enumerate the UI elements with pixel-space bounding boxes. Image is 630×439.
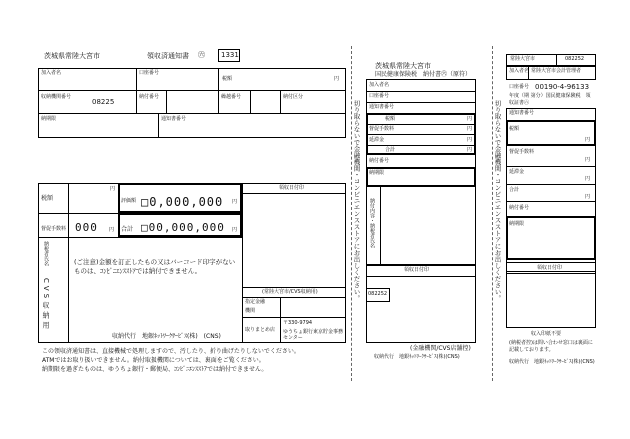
- middle-amount-3: 合計: [385, 147, 396, 153]
- middle-stamp-label: 領収日付印: [404, 267, 430, 273]
- right-member: 加入者名: [509, 68, 530, 74]
- middle-deadline: 納期限: [369, 170, 385, 176]
- left-city: 茨城県常陸大宮市: [44, 52, 100, 60]
- ward-number-label: 口座番号: [139, 70, 160, 76]
- lower-yen-3: 円: [109, 227, 115, 233]
- left-top-box: [38, 68, 346, 138]
- designated-sub: 機関: [245, 308, 256, 314]
- middle-row-0: 加入者名: [369, 82, 390, 88]
- total-label: 合計: [121, 226, 134, 233]
- middle-amount-3-unit: 円: [467, 147, 473, 153]
- right-code: 082252: [565, 56, 585, 62]
- right-row-3: 合計: [509, 187, 520, 193]
- right-row-1-unit: 円: [585, 157, 591, 163]
- delay-label: 督促手数料: [41, 226, 67, 232]
- tax-value: □0,000,000: [141, 195, 224, 209]
- deadline-label: 納期限: [41, 116, 57, 122]
- right-row-3-unit: 円: [585, 194, 591, 200]
- right-row-0: 税額: [509, 126, 520, 132]
- middle-city: 茨城県常陸大宮市: [375, 62, 431, 70]
- lower-yen-1: 円: [110, 186, 116, 192]
- middle-bank: (金融機関/CVS店舗控): [410, 345, 471, 352]
- left-code: 1331: [221, 51, 239, 59]
- right-row-2: 延滞金: [509, 169, 525, 175]
- tax-note: 評価額: [121, 198, 137, 204]
- member-name-label: 加入者名: [41, 70, 62, 76]
- left-stamp-label: 領収日付印: [279, 185, 305, 191]
- yearly-label: 繰越番号: [221, 94, 242, 100]
- designated-label: 指定金融: [245, 299, 266, 305]
- separator-1: [351, 46, 352, 381]
- bank-name: ゆうちょ銀行東京貯金事務センター: [283, 329, 344, 341]
- tax-yen: 円: [334, 76, 340, 82]
- tax-year-label: 納付番号: [139, 94, 160, 100]
- middle-amount-1-unit: 円: [467, 126, 473, 132]
- notice-number-label: 通知書番号: [161, 116, 187, 122]
- right-notice-number: 通知書番号: [509, 110, 535, 116]
- middle-code: 082252: [368, 291, 388, 297]
- account-label: 〒330-9794: [283, 320, 313, 326]
- middle-row-2: 通知書番号: [369, 104, 395, 110]
- delay-value: 000: [75, 221, 98, 234]
- right-receipt-note: (納税者控)は問い合わせ窓口は裏面に記載しております。: [509, 340, 593, 353]
- right-stamp-label: 領収日付印: [537, 265, 563, 271]
- right-stamp-box: [506, 262, 596, 328]
- right-cut-text: 切り取らないで金融機関・コンビニエンスストアにお出しください。: [493, 100, 502, 302]
- separator-2: [492, 46, 493, 381]
- payer-number-value: 08225: [92, 98, 115, 106]
- receiving-label: 取りまとめ店: [245, 327, 276, 333]
- payer-number-label: 収納機関番号: [41, 94, 72, 100]
- middle-title: 国民健康保険税 納付書㊅（原符）: [375, 71, 472, 78]
- right-stamp-tax: 収入印紙不要: [531, 331, 562, 337]
- footer-line-2: ATMではお取り扱いできません。納付取扱機関については、裏面をご覧ください。: [42, 357, 265, 364]
- total-value: □00,000,000: [141, 221, 225, 234]
- right-account-value: 00190-4-96133: [535, 83, 590, 91]
- lower-tax-label: 税額: [41, 195, 54, 202]
- middle-cut-text: 切り取らないで金融機関・コンビニエンスストアにお出しください。: [352, 100, 361, 302]
- middle-amount-2: 延滞金: [369, 137, 385, 143]
- left-doc-title: 領収済通知書: [147, 52, 189, 60]
- left-agency: 収納代行 地銀ﾈｯﾄﾜｰｸｻｰﾋﾞｽ(株) (CNS): [112, 333, 221, 340]
- middle-amount-2-unit: 円: [467, 137, 473, 143]
- bank-col: (常陸大宮市/CVS収納用): [262, 289, 318, 295]
- lower-yen-2: 円: [232, 199, 238, 205]
- right-row-0-unit: 円: [585, 137, 591, 143]
- middle-amount-1: 督促手数料: [369, 126, 395, 132]
- right-city: 常陸大宮市: [510, 56, 536, 62]
- notice-text: (ご注意)金額を訂正したもの又はバーコード印字がないものは、ｺﾝﾋﾞﾆｴﾝｽｽﾄｱでは納付できません。: [74, 258, 236, 275]
- tax-type-label: 税額: [222, 76, 233, 82]
- right-agency: 収納代行 地銀ﾈｯﾄﾜｰｸｻｰﾋﾞｽ(株)(CNS): [509, 359, 595, 365]
- middle-agency: 収納代行 地銀ﾈｯﾄﾜｰｸｻｰﾋﾞｽ(株)(CNS): [374, 354, 460, 360]
- installment-label: 納付区分: [283, 94, 304, 100]
- middle-pay-number: 納付番号: [369, 158, 390, 164]
- footer-line-3: 納期限を過ぎたものは、ゆうちょ銀行・郵便局、ｺﾝﾋﾞﾆｴﾝｽｽﾄｱでは納付できません。: [42, 366, 268, 373]
- right-pay-number: 納付番号: [509, 205, 530, 211]
- footer-line-1: この領収済通知書は、直接機械で処理しますので、汚したり、折り曲げたりしないでください。: [42, 348, 300, 355]
- right-row-2-unit: 円: [585, 176, 591, 182]
- left-doc-mark: ㊅: [198, 51, 205, 59]
- right-deadline: 納期限: [509, 221, 525, 227]
- middle-amount-0: 税額: [385, 116, 396, 122]
- payer-label: 納税者氏名: [43, 241, 49, 266]
- right-year: 年度（期 第分）国民健康保険税 領収証書㊅: [509, 93, 591, 106]
- middle-side-note: 納付内容・納税者氏名: [369, 198, 375, 248]
- middle-amount-0-unit: 円: [467, 116, 473, 122]
- right-account-label: 口座番号: [509, 84, 530, 90]
- right-member-value: 常陸大宮市会計管理者: [531, 68, 582, 74]
- right-row-1: 督促手数料: [509, 149, 535, 155]
- right-tax-box: [506, 120, 596, 146]
- middle-row-1: 口座番号: [369, 93, 390, 99]
- lower-yen-4: 円: [232, 227, 238, 233]
- cvs-label: CVS収納用: [42, 278, 50, 332]
